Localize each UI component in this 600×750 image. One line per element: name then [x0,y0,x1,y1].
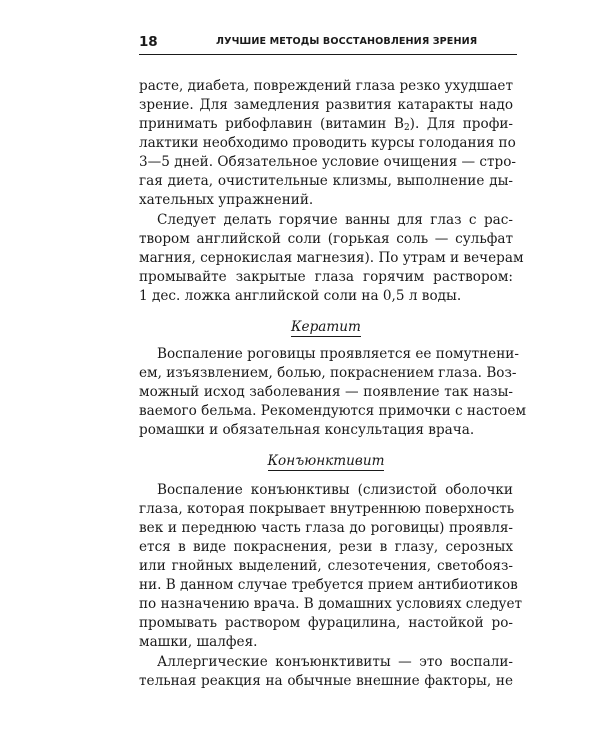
text-line: промывать раствором фурацилина, настойкой ро- [139,615,513,631]
text-line: Следует делать горячие ванны для глаз с рас- [157,212,513,228]
running-title: ЛУЧШИЕ МЕТОДЫ ВОССТАНОВЛЕНИЯ ЗРЕНИЯ [216,36,478,47]
text-line: Аллергические конъюнктивиты — это воспали- [157,654,513,670]
text-line: 3—5 дней. Обязательное условие очищения — стро- [139,154,516,170]
text-line: твором английской соли (горькая соль — сульфат [139,231,513,247]
text-segment: принимать рибофлавин (витамин В [139,116,404,132]
text-line: ромашки и обязательная консультация врача. [139,422,475,438]
text-line: гая диета, очистительные клизмы, выполнение ды- [139,173,513,189]
page-number: 18 [139,34,158,50]
text-line: тельная реакция на обычные внешние факторы, не [139,673,513,689]
text-line: ется в виде покраснения, рези в глазу, серозных [139,539,513,555]
text-segment: ). Для профи- [409,116,513,132]
running-header [139,34,517,55]
text-line: Воспаление роговицы проявляется ее помутнени- [157,346,519,362]
text-line: век и переднюю часть глаза до роговицы) проявля- [139,520,513,536]
text-line: или гнойных выделений, слезотечения, светобояз- [139,558,513,574]
text-line: глаза, которая покрывает внутреннюю поверхность [139,501,515,517]
text-line: промывайте закрытые глаза горячим раствором: [139,269,513,285]
section-heading [139,318,513,336]
text-line: хательных упражнений. [139,192,314,208]
heading-text: Конъюнктивит [267,453,385,469]
text-line: ваемого бельма. Рекомендуются примочки с настоем [139,403,527,419]
text-line: лактики необходимо проводить курсы голодания по [139,135,516,151]
text-line: ни. В данном случае требуется прием антибиотиков [139,577,518,593]
text-line: можный исход заболевания — появление так назы- [139,384,513,400]
text-line: Воспаление конъюнктивы (слизистой оболочки [157,482,513,498]
text-line: расте, диабета, повреждений глаза резко ухудшает [139,78,513,94]
text-line: магния, сернокислая магнезия). По утрам и вечерам [139,250,524,266]
heading-text: Кератит [291,319,361,335]
text-line: зрение. Для замедления развития катаракты надо [139,97,513,113]
text-line: по назначению врача. В домашних условиях следует [139,596,523,612]
section-heading [139,452,513,470]
text-line: машки, шалфея. [139,634,258,650]
text-line: 1 дес. ложка английской соли на 0,5 л воды. [139,288,462,304]
text-line: ем, изъязвлением, болью, покраснением глаза. Воз- [139,365,517,381]
subscript: 2 [403,123,410,133]
